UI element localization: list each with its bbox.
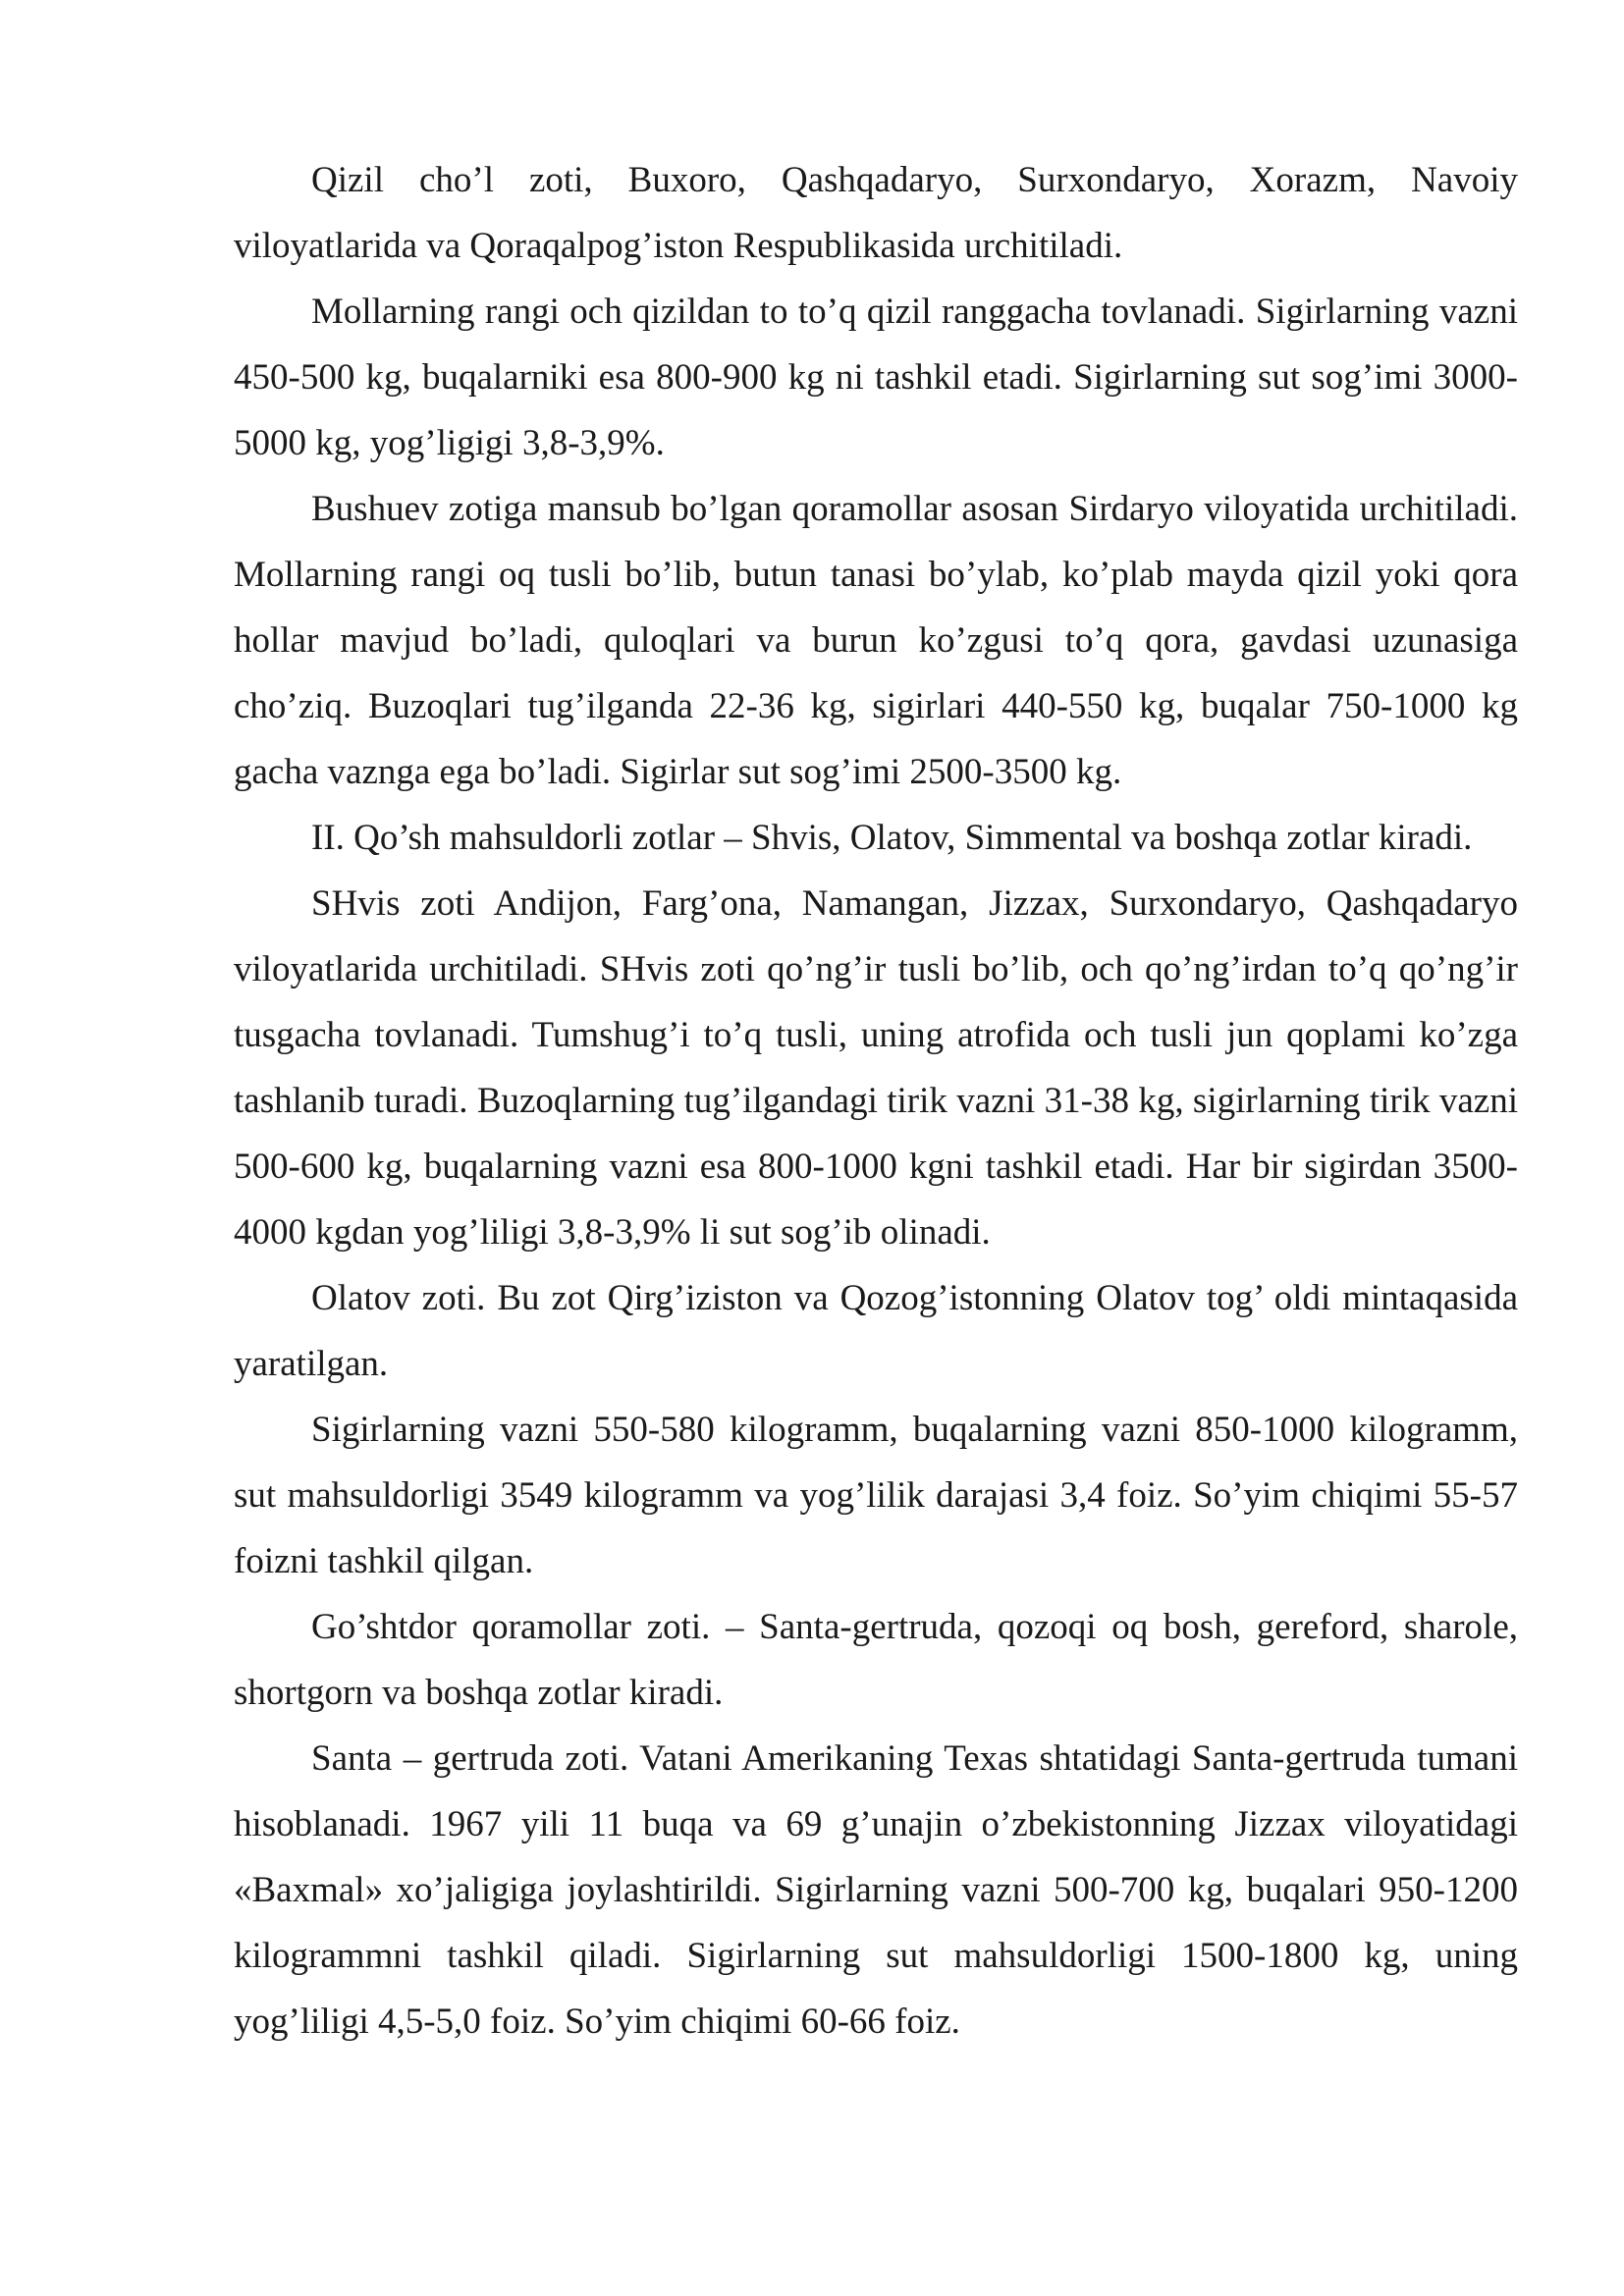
paragraph-qosh-mahsuldorli-zotlar: II. Qo’sh mahsuldorli zotlar – Shvis, Olatov, Simmental va boshqa zotlar kiradi. <box>311 818 1473 858</box>
paragraph-olatov-vazni: Sigirlarning vazni 550-580 kilogramm, buqalarning vazni 850-1000 kilogramm, sut mahsuldorligi 3549 kilogramm va yog’lilik darajasi 3,4 foiz. So’yim chiqimi 55-57 foizni tashkil qilgan. <box>234 1410 1518 1581</box>
paragraph-qizil-chol-zoti: Qizil cho’l zoti, Buxoro, Qashqadaryo, Surxondaryo, Xorazm, Navoiy viloyatlarida va Qoraqalpog’iston Respublikasida urchitiladi. <box>234 160 1518 266</box>
paragraph-santa-gertruda-zoti: Santa – gertruda zoti. Vatani Amerikaning Texas shtatidagi Santa-gertruda tumani hisoblanadi. 1967 yili 11 buqa va 69 g’unajin o’zbekistonning Jizzax viloyatidagi «Baxmal» xo’jaligiga joylashtirildi. Sigirlarning vazni 500-700 kg, buqalari 950-1200 kilogrammni tashkil qiladi. Sigirlarning sut mahsuldorligi 1500-1800 kg, uning yog’liligi 4,5-5,0 foiz. So’yim chiqimi 60-66 foiz. <box>234 1738 1518 2042</box>
body-text <box>234 147 1518 2055</box>
paragraph-goshtdor-zotlar: Go’shtdor qoramollar zoti. – Santa-gertruda, qozoqi oq bosh, gereford, sharole, shortgorn va boshqa zotlar kiradi. <box>234 1607 1518 1713</box>
paragraph-mollarning-rangi: Mollarning rangi och qizildan to to’q qizil ranggacha tovlanadi. Sigirlarning vazni 450-500 kg, buqalarniki esa 800-900 kg ni tashkil etadi. Sigirlarning sut sog’imi 3000-5000 kg, yog’ligigi 3,8-3,9%. <box>234 292 1518 463</box>
paragraph-bushuev-zoti: Bushuev zotiga mansub bo’lgan qoramollar asosan Sirdaryo viloyatida urchitiladi. Mollarning rangi oq tusli bo’lib, butun tanasi bo’ylab, ko’plab mayda qizil yoki qora hollar mavjud bo’ladi, quloqlari va burun ko’zgusi to’q qora, gavdasi uzunasiga cho’ziq. Buzoqlari tug’ilganda 22-36 kg, sigirlari 440-550 kg, buqalar 750-1000 kg gacha vaznga ega bo’ladi. Sigirlar sut sog’imi 2500-3500 kg. <box>234 489 1518 792</box>
paragraph-shvis-zoti: SHvis zoti Andijon, Farg’ona, Namangan, Jizzax, Surxondaryo, Qashqadaryo viloyatlarida urchitiladi. SHvis zoti qo’ng’ir tusli bo’lib, och qo’ng’irdan to’q qo’ng’ir tusgacha tovlanadi. Tumshug’i to’q tusli, uning atrofida och tusli jun qoplami ko’zga tashlanib turadi. Buzoqlarning tug’ilgandagi tirik vazni 31-38 kg, sigirlarning tirik vazni 500-600 kg, buqalarning vazni esa 800-1000 kgni tashkil etadi. Har bir sigirdan 3500-4000 kgdan yog’liligi 3,8-3,9% li sut sog’ib olinadi. <box>234 883 1518 1253</box>
paragraph-olatov-zoti: Olatov zoti. Bu zot Qirg’iziston va Qozog’istonning Olatov tog’ oldi mintaqasida yaratilgan. <box>234 1278 1518 1384</box>
